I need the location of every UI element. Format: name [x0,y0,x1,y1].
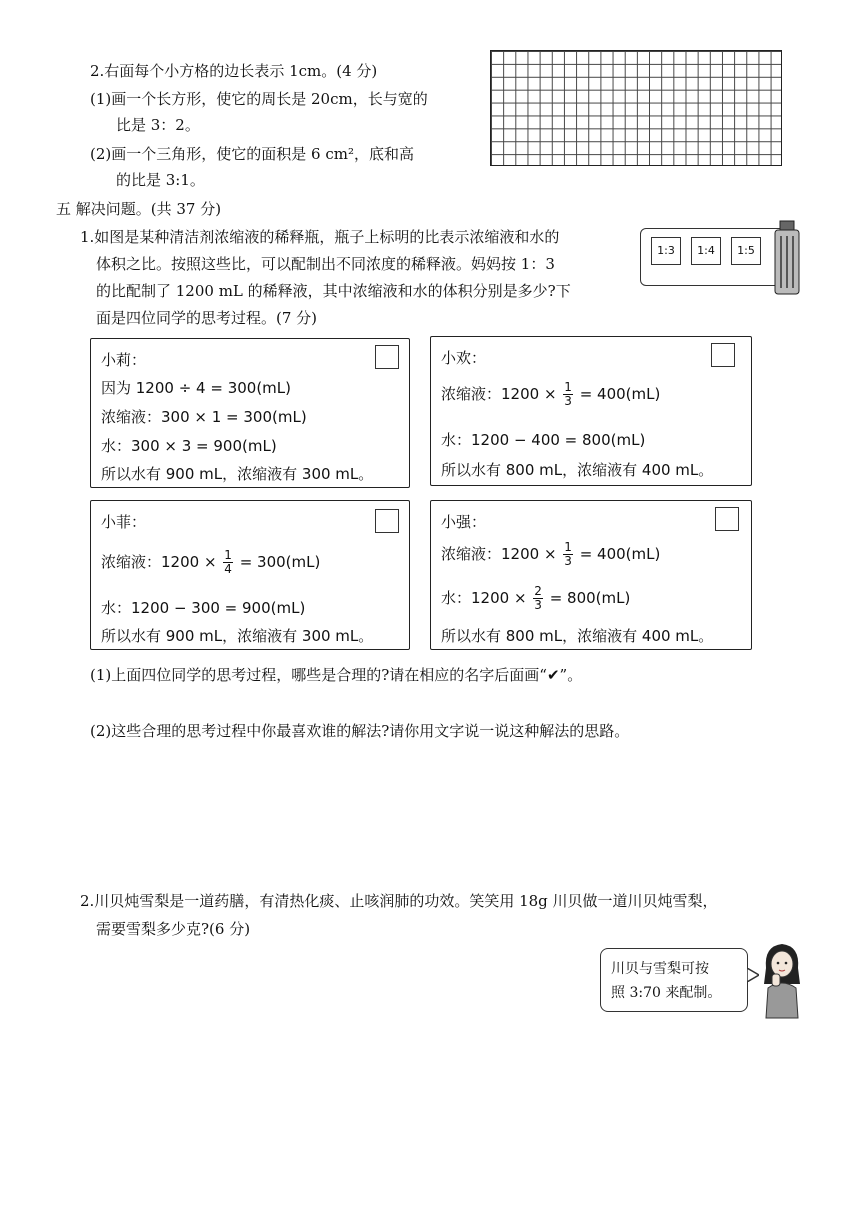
speech-bubble [600,948,748,1012]
bubble-text-line2: 照 3:70 来配制。 [611,985,722,1001]
expr-part: = 400(mL) [579,545,661,563]
bottle-icon [772,220,802,296]
solution-step [441,585,630,612]
answer-area[interactable] [90,756,790,876]
expr-part: 浓缩液：1200 × [101,553,217,571]
solution-step: 浓缩液：300 × 1 = 300(mL) [101,408,307,426]
q5-2-line2: 需要雪梨多少克?(6 分) [96,920,251,938]
expr-part: 水：1200 × [441,589,527,607]
girl-character-icon [756,940,808,1020]
numerator: 1 [224,548,232,562]
xiaohuan-solution-box [430,336,752,486]
solution-step: 因为 1200 ÷ 4 = 300(mL) [101,379,291,397]
denominator: 4 [224,562,232,576]
fraction [563,381,573,408]
q5-1-subquestion-2: (2)这些合理的思考过程中你最喜欢谁的解法?请你用文字说一说这种解法的思路。 [90,722,630,740]
solution-conclusion: 所以水有 900 mL，浓缩液有 300 mL。 [101,465,374,483]
solution-step: 水：1200 − 300 = 900(mL) [101,599,306,617]
q5-1-subquestion-1: (1)上面四位同学的思考过程，哪些是合理的?请在相应的名字后面画“✔”。 [90,666,583,684]
q5-1-line1: 1.如图是某种清洁剂浓缩液的稀释瓶，瓶子上标明的比表示浓缩液和水的 [80,228,560,246]
square-grid[interactable] [490,50,782,166]
xiaoqiang-solution-box [430,500,752,650]
denominator: 3 [564,554,572,568]
section-5-title: 五 解决问题。(共 37 分) [56,200,222,218]
student-name: 小菲： [101,513,147,531]
ratio-tag: 1:4 [691,237,721,265]
expr-part: = 800(mL) [549,589,631,607]
numerator: 2 [534,584,542,598]
q5-2-line1: 2.川贝炖雪梨是一道药膳，有清热化痰、止咳润肺的功效。笑笑用 18g 川贝做一道川贝炖雪梨， [80,892,718,910]
solution-step [441,381,660,408]
student-name: 小强： [441,513,487,531]
expr-part: 浓缩液：1200 × [441,385,557,403]
numerator: 1 [564,540,572,554]
solution-step: 水：1200 − 400 = 800(mL) [441,431,646,449]
solution-conclusion: 所以水有 900 mL，浓缩液有 300 mL。 [101,627,374,645]
bubble-text-line1: 川贝与雪梨可按 [611,961,709,977]
solution-conclusion: 所以水有 800 mL，浓缩液有 400 mL。 [441,461,714,479]
answer-checkbox[interactable] [375,509,399,533]
xiaofei-solution-box [90,500,410,650]
ratio-tag: 1:5 [731,237,761,265]
answer-checkbox[interactable] [715,507,739,531]
solution-step: 水：300 × 3 = 900(mL) [101,437,277,455]
expr-part: 浓缩液：1200 × [441,545,557,563]
q4-2-title: 2.右面每个小方格的边长表示 1cm。(4 分) [90,62,378,80]
q4-2-part2-line1: (2)画一个三角形，使它的面积是 6 cm²，底和高 [90,145,414,163]
solution-step [101,549,320,576]
q4-2-part1-line1: (1)画一个长方形，使它的周长是 20cm，长与宽的 [90,90,428,108]
answer-checkbox[interactable] [375,345,399,369]
q4-2-part1-line2: 比是 3：2。 [116,116,200,134]
student-name: 小欢： [441,349,487,367]
expr-part: = 300(mL) [239,553,321,571]
dilution-bottle-illustration [640,228,790,286]
denominator: 3 [534,598,542,612]
solution-conclusion: 所以水有 800 mL，浓缩液有 400 mL。 [441,627,714,645]
ratio-tag: 1:3 [651,237,681,265]
answer-checkbox[interactable] [711,343,735,367]
q5-1-line3: 的比配制了 1200 mL 的稀释液，其中浓缩液和水的体积分别是多少?下 [96,282,571,300]
student-name: 小莉： [101,351,147,369]
fraction [223,549,233,576]
denominator: 3 [564,394,572,408]
solution-step [441,541,660,568]
q5-1-line4: 面是四位同学的思考过程。(7 分) [96,309,318,327]
xiaoli-solution-box [90,338,410,488]
expr-part: = 400(mL) [579,385,661,403]
fraction [533,585,543,612]
numerator: 1 [564,380,572,394]
q4-2-part2-line2: 的比是 3:1。 [116,171,205,189]
q5-1-line2: 体积之比。按照这些比，可以配制出不同浓度的稀释液。妈妈按 1：3 [96,255,555,273]
fraction [563,541,573,568]
